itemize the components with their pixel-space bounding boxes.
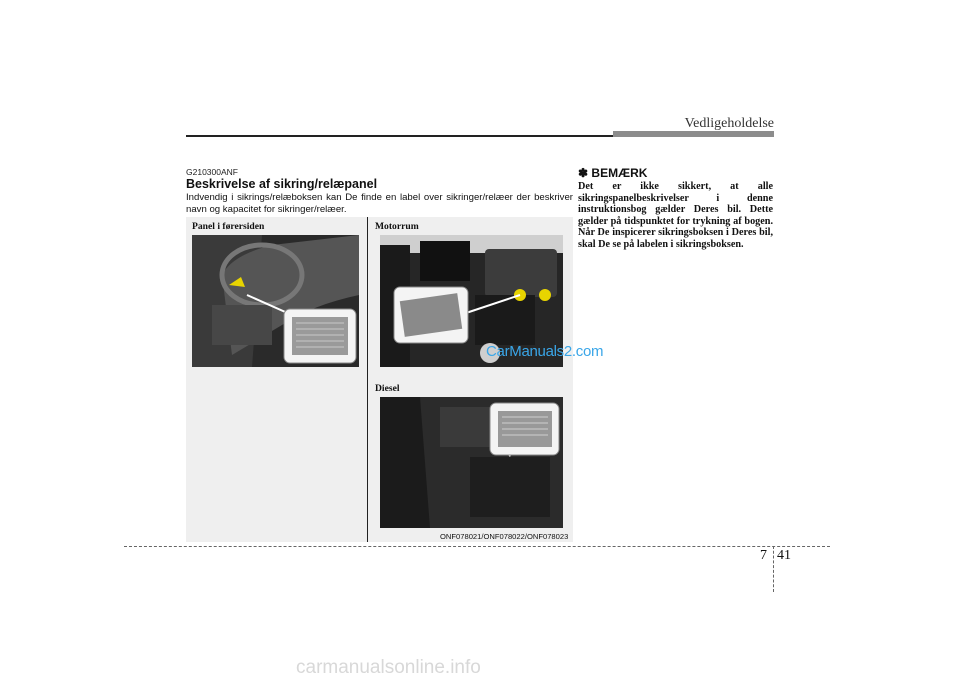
footer-site-mark: carmanualsonline.info — [296, 657, 481, 678]
watermark: CarManuals2.com — [486, 343, 604, 360]
header-title: Vedligeholdelse — [684, 116, 774, 131]
figure-caption: ONF078021/ONF078022/ONF078023 — [440, 532, 569, 541]
figure-panel — [186, 217, 573, 542]
footer-vtick — [773, 546, 774, 592]
note-title-text: BEMÆRK — [591, 166, 648, 180]
page-chapter: 7 — [760, 548, 767, 563]
label-engine-room: Motorrum — [375, 221, 419, 232]
photo-driver-panel — [192, 235, 359, 367]
label-driver-panel: Panel i førersiden — [192, 221, 265, 232]
section-intro: Indvendig i sikrings/relæboksen kan De finde en label over sikringer/relæer der beskriver navn og kapacitet for sikringer/relæer. — [186, 192, 573, 215]
figure-divider — [367, 217, 368, 542]
photo-diesel — [380, 397, 563, 528]
footer-dash — [124, 546, 830, 547]
note-title — [578, 166, 647, 180]
section-code: G210300ANF — [186, 167, 238, 177]
note-icon: ✽ — [578, 166, 589, 180]
header-rule-accent — [613, 131, 774, 137]
page-number: 41 — [777, 548, 791, 563]
note-body: Det er ikke sikkert, at alle sikringspanelbeskrivelser i denne instruktionsbog gælder Deres bil. Dette gælder på tidspunktet for trykning af bogen. Når De inspicerer sikringsboksen i Deres bil, skal De se på labelen i sikringsboksen. — [578, 181, 773, 250]
label-diesel: Diesel — [375, 383, 400, 394]
section-title: Beskrivelse af sikring/relæpanel — [186, 177, 378, 191]
